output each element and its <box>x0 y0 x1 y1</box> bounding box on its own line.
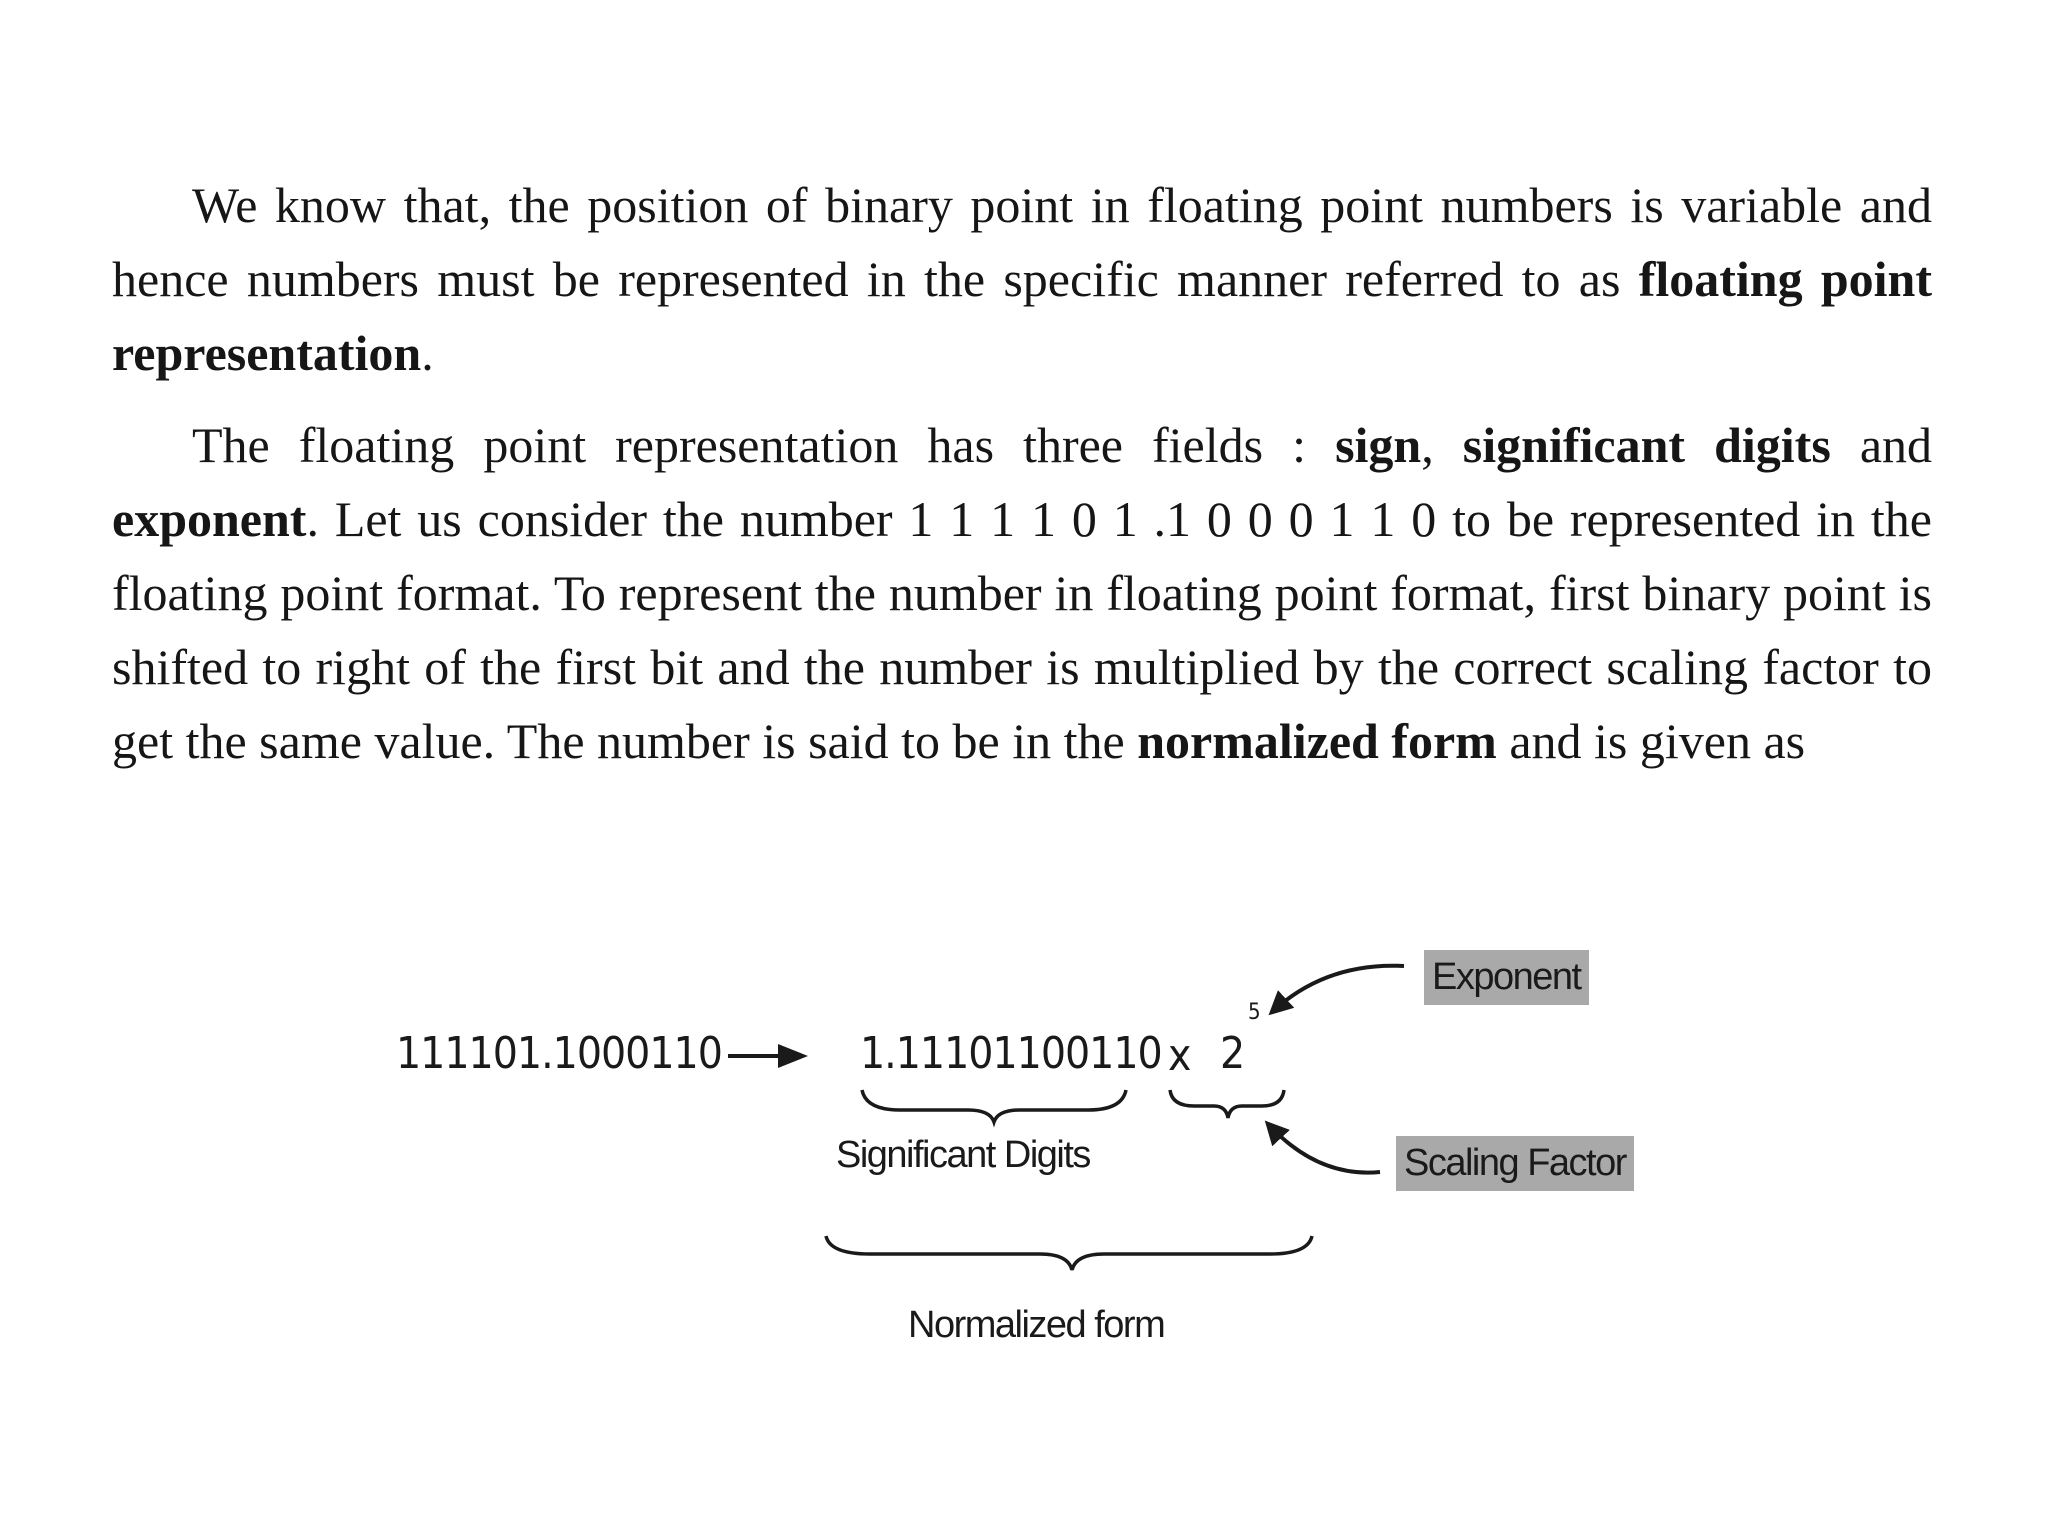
paragraph-text: . Let us consider the number 1 1 1 1 0 1 .1 0 0 0 1 1 0 to be represented in the floating point format. To represent the number in floating point format, first binary point is shifted to right of the first bit and the number is multiplied by the correct scaling factor to get the same value. The number is said to be in the <box>112 491 1932 769</box>
significant-digits-label: Significant Digits <box>836 1134 1090 1176</box>
original-number: 111101.1000110 <box>396 1028 722 1079</box>
paragraph-text: . <box>421 325 434 381</box>
bold-term: significant digits <box>1462 417 1831 473</box>
bold-term: floating point representation <box>112 251 1932 381</box>
scaling-factor-brace <box>1170 1090 1284 1118</box>
bold-term: normalized form <box>1137 713 1497 769</box>
times-sign: x <box>1168 1030 1191 1081</box>
paragraph-text: and <box>1830 417 1933 473</box>
mantissa: 1.11101100110 <box>860 1028 1162 1079</box>
exponent-pointer-arrow <box>1272 966 1404 1012</box>
right-arrow-icon <box>728 1044 808 1068</box>
base-two: 2 <box>1220 1028 1245 1079</box>
paragraph-text: , <box>1421 417 1463 473</box>
exponent-label: Exponent <box>1424 950 1589 1005</box>
bold-term: exponent <box>112 491 307 547</box>
paragraph-text: and is given as <box>1496 713 1806 769</box>
paragraph-text: We know that, the position of binary point in floating point numbers is variable and hence numbers must be represented in the specific manner referred to as <box>112 177 1932 307</box>
normalized-form-label: Normalized form <box>908 1304 1165 1346</box>
scaling-factor-label: Scaling Factor <box>1396 1136 1634 1191</box>
significant-digits-brace <box>862 1090 1126 1122</box>
scaling-factor-pointer-arrow <box>1268 1124 1380 1173</box>
exponent-superscript: 5 <box>1248 1000 1260 1025</box>
normalized-form-brace <box>826 1236 1312 1270</box>
bold-term: sign <box>1335 417 1422 473</box>
paragraph-text: The floating point representation has three fields : <box>192 417 1336 473</box>
